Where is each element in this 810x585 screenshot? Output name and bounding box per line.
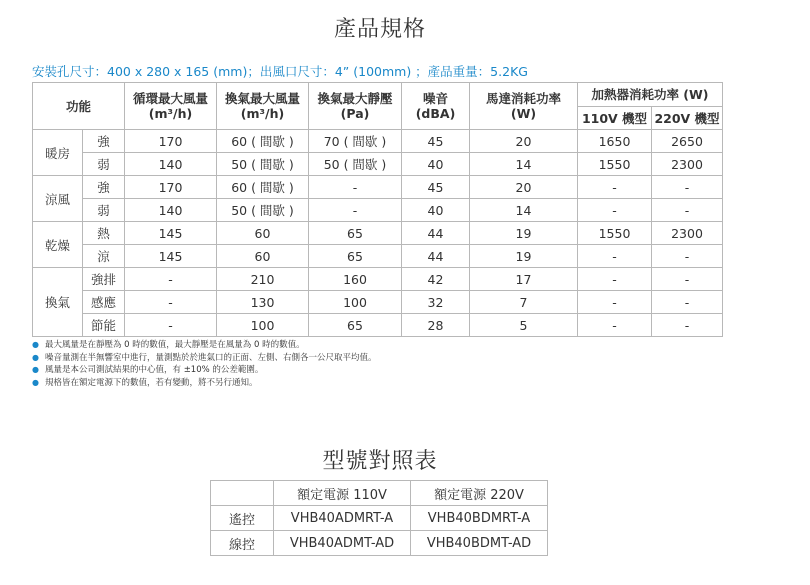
motor-power-cell: 7 [470,291,578,314]
heater-110-cell: - [578,268,652,291]
mode-cell: 強 [83,130,125,153]
mode-cell: 弱 [83,153,125,176]
bullet-icon: ● [32,352,39,362]
circ-airflow-cell: - [125,314,217,337]
motor-power-cell: 5 [470,314,578,337]
model-number: VHB40BDMT-AD [411,531,548,556]
vent-pressure-cell: - [309,176,402,199]
mode-cell: 涼 [83,245,125,268]
model-table-corner [211,481,274,506]
vent-pressure-cell: 160 [309,268,402,291]
circ-airflow-cell: 170 [125,176,217,199]
heater-110-cell: - [578,314,652,337]
vent-airflow-cell: 60 [217,222,309,245]
table-row [33,268,723,291]
model-row-label: 遙控 [211,506,274,531]
table-row [33,222,723,245]
vent-pressure-cell: 65 [309,222,402,245]
heater-110-cell: 1550 [578,222,652,245]
heater-220-cell: 2300 [652,222,723,245]
circ-airflow-cell: 140 [125,199,217,222]
circ-airflow-cell: 145 [125,245,217,268]
note-item: ● 風量是本公司測試結果的中心值，有 ±10% 的公差範圍。 [32,365,264,375]
heater-110-cell: 1650 [578,130,652,153]
heater-220-cell: 2650 [652,130,723,153]
mode-cell: 節能 [83,314,125,337]
circ-airflow-cell: 170 [125,130,217,153]
vent-pressure-cell: 65 [309,314,402,337]
motor-power-cell: 20 [470,176,578,199]
model-number: VHB40ADMT-AD [274,531,411,556]
table-row [33,245,723,268]
vent-airflow-cell: 60 [217,245,309,268]
noise-cell: 44 [402,245,470,268]
note-item: ● 噪音量測在半無響室中進行，量測點於於進氣口的正面、左側、右側各一公尺取平均值。 [32,352,377,363]
spec-summary: 安裝孔尺寸：400 x 280 x 165 (mm)；出風口尺寸：4” (100mm) ；產品重量：5.2KG [32,64,528,79]
heater-220-cell: - [652,268,723,291]
circ-airflow-cell: 145 [125,222,217,245]
vent-pressure-cell: - [309,199,402,222]
header-function: 功能 [33,83,125,130]
table-row [33,291,723,314]
noise-cell: 40 [402,199,470,222]
vent-airflow-cell: 50 ( 間歇 ) [217,153,309,176]
table-row [33,153,723,176]
noise-cell: 32 [402,291,470,314]
heater-220-cell: - [652,199,723,222]
motor-power-cell: 14 [470,199,578,222]
circ-airflow-cell: 140 [125,153,217,176]
header-motor-power: 馬達消耗功率 (W) [470,83,578,130]
function-group-label: 涼風 [33,176,83,222]
motor-power-cell: 17 [470,268,578,291]
model-number: VHB40ADMRT-A [274,506,411,531]
motor-power-cell: 20 [470,130,578,153]
heater-110-cell: - [578,245,652,268]
motor-power-cell: 19 [470,222,578,245]
circ-airflow-cell: - [125,268,217,291]
vent-pressure-cell: 100 [309,291,402,314]
vent-airflow-cell: 60 ( 間歇 ) [217,130,309,153]
noise-cell: 28 [402,314,470,337]
noise-cell: 45 [402,176,470,199]
bullet-icon: ● [32,365,39,374]
header-noise: 噪音 (dBA) [402,83,470,130]
function-group-label: 換氣 [33,268,83,337]
note-item: ● 最大風量是在靜壓為 0 時的數值，最大靜壓是在風量為 0 時的數值。 [32,340,305,350]
model-header-220: 額定電源 220V [411,481,548,506]
model-number: VHB40BDMRT-A [411,506,548,531]
model-table-title: 型號對照表 [322,449,438,474]
heater-220-cell: - [652,176,723,199]
table-row [33,176,723,199]
mode-cell: 強 [83,176,125,199]
header-model-110: 110V 機型 [578,107,652,130]
mode-cell: 強排 [83,268,125,291]
noise-cell: 45 [402,130,470,153]
vent-airflow-cell: 130 [217,291,309,314]
table-row [33,130,723,153]
page-title: 產品規格 [333,17,426,42]
vent-airflow-cell: 50 ( 間歇 ) [217,199,309,222]
model-row-label: 線控 [211,531,274,556]
function-group-label: 乾燥 [33,222,83,268]
noise-cell: 42 [402,268,470,291]
header-vent-airflow: 換氣最大風量 (m³/h) [217,83,309,130]
spec-table [32,82,723,337]
header-model-220: 220V 機型 [652,107,723,130]
bullet-icon: ● [32,340,39,349]
table-row [33,314,723,337]
vent-airflow-cell: 210 [217,268,309,291]
vent-pressure-cell: 65 [309,245,402,268]
noise-cell: 40 [402,153,470,176]
note-item: ● 規格皆在額定電源下的數值，若有變動，將不另行通知。 [32,377,258,388]
bullet-icon: ● [32,377,39,387]
heater-220-cell: - [652,245,723,268]
vent-airflow-cell: 100 [217,314,309,337]
heater-110-cell: - [578,176,652,199]
heater-220-cell: - [652,291,723,314]
heater-220-cell: 2300 [652,153,723,176]
noise-cell: 44 [402,222,470,245]
header-vent-pressure: 換氣最大靜壓 (Pa) [309,83,402,130]
function-group-label: 暖房 [33,130,83,176]
heater-110-cell: - [578,291,652,314]
table-row [33,199,723,222]
circ-airflow-cell: - [125,291,217,314]
vent-airflow-cell: 60 ( 間歇 ) [217,176,309,199]
mode-cell: 弱 [83,199,125,222]
header-heater-power: 加熱器消耗功率 (W) [578,83,723,107]
notes-list [32,339,377,389]
motor-power-cell: 19 [470,245,578,268]
model-header-110: 額定電源 110V [274,481,411,506]
motor-power-cell: 14 [470,153,578,176]
vent-pressure-cell: 50 ( 間歇 ) [309,153,402,176]
heater-110-cell: 1550 [578,153,652,176]
mode-cell: 感應 [83,291,125,314]
mode-cell: 熱 [83,222,125,245]
header-circ-airflow: 循環最大風量 (m³/h) [125,83,217,130]
heater-110-cell: - [578,199,652,222]
model-table [210,480,548,556]
heater-220-cell: - [652,314,723,337]
vent-pressure-cell: 70 ( 間歇 ) [309,130,402,153]
